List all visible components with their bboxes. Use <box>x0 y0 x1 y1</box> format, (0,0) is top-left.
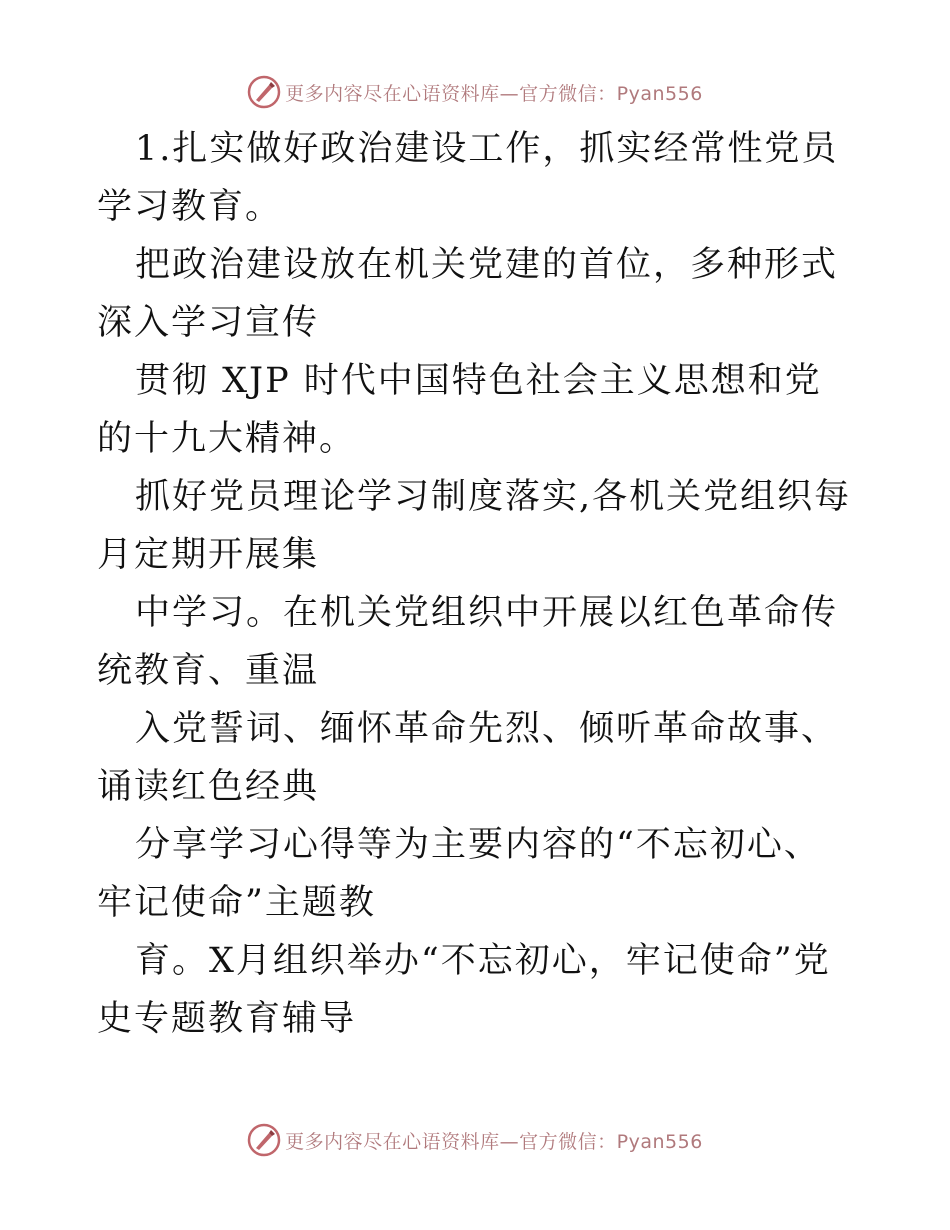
watermark-text: 更多内容尽在心语资料库—官方微信：Pyan556 <box>285 1130 703 1153</box>
paragraph-4: 抓好党员理论学习制度落实,各机关党组织每月定期开展集 <box>97 477 852 575</box>
footer-watermark <box>0 1120 950 1160</box>
document-body <box>97 120 857 1048</box>
paragraph-3: 贯彻 XJP 时代中国特色社会主义思想和党的十九大精神。 <box>97 361 822 459</box>
paragraph-5: 中学习。在机关党组织中开展以红色革命传统教育、重温 <box>97 593 839 691</box>
paragraph-2: 把政治建设放在机关党建的首位，多种形式深入学习宣传 <box>97 245 839 343</box>
paragraph-7: 分享学习心得等为主要内容的“不忘初心、牢记使命”主题教 <box>97 825 821 923</box>
pen-logo-icon <box>247 1123 281 1157</box>
paragraph-6: 入党誓词、缅怀革命先烈、倾听革命故事、诵读红色经典 <box>97 709 839 807</box>
watermark-text: 更多内容尽在心语资料库—官方微信：Pyan556 <box>285 82 703 105</box>
paragraph-8: 育。X月组织举办“不忘初心，牢记使命”党史专题教育辅导 <box>97 941 831 1039</box>
paragraph-1: 1.扎实做好政治建设工作，抓实经常性党员学习教育。 <box>97 129 839 227</box>
header-watermark <box>0 72 950 112</box>
pen-logo-icon <box>247 75 281 109</box>
